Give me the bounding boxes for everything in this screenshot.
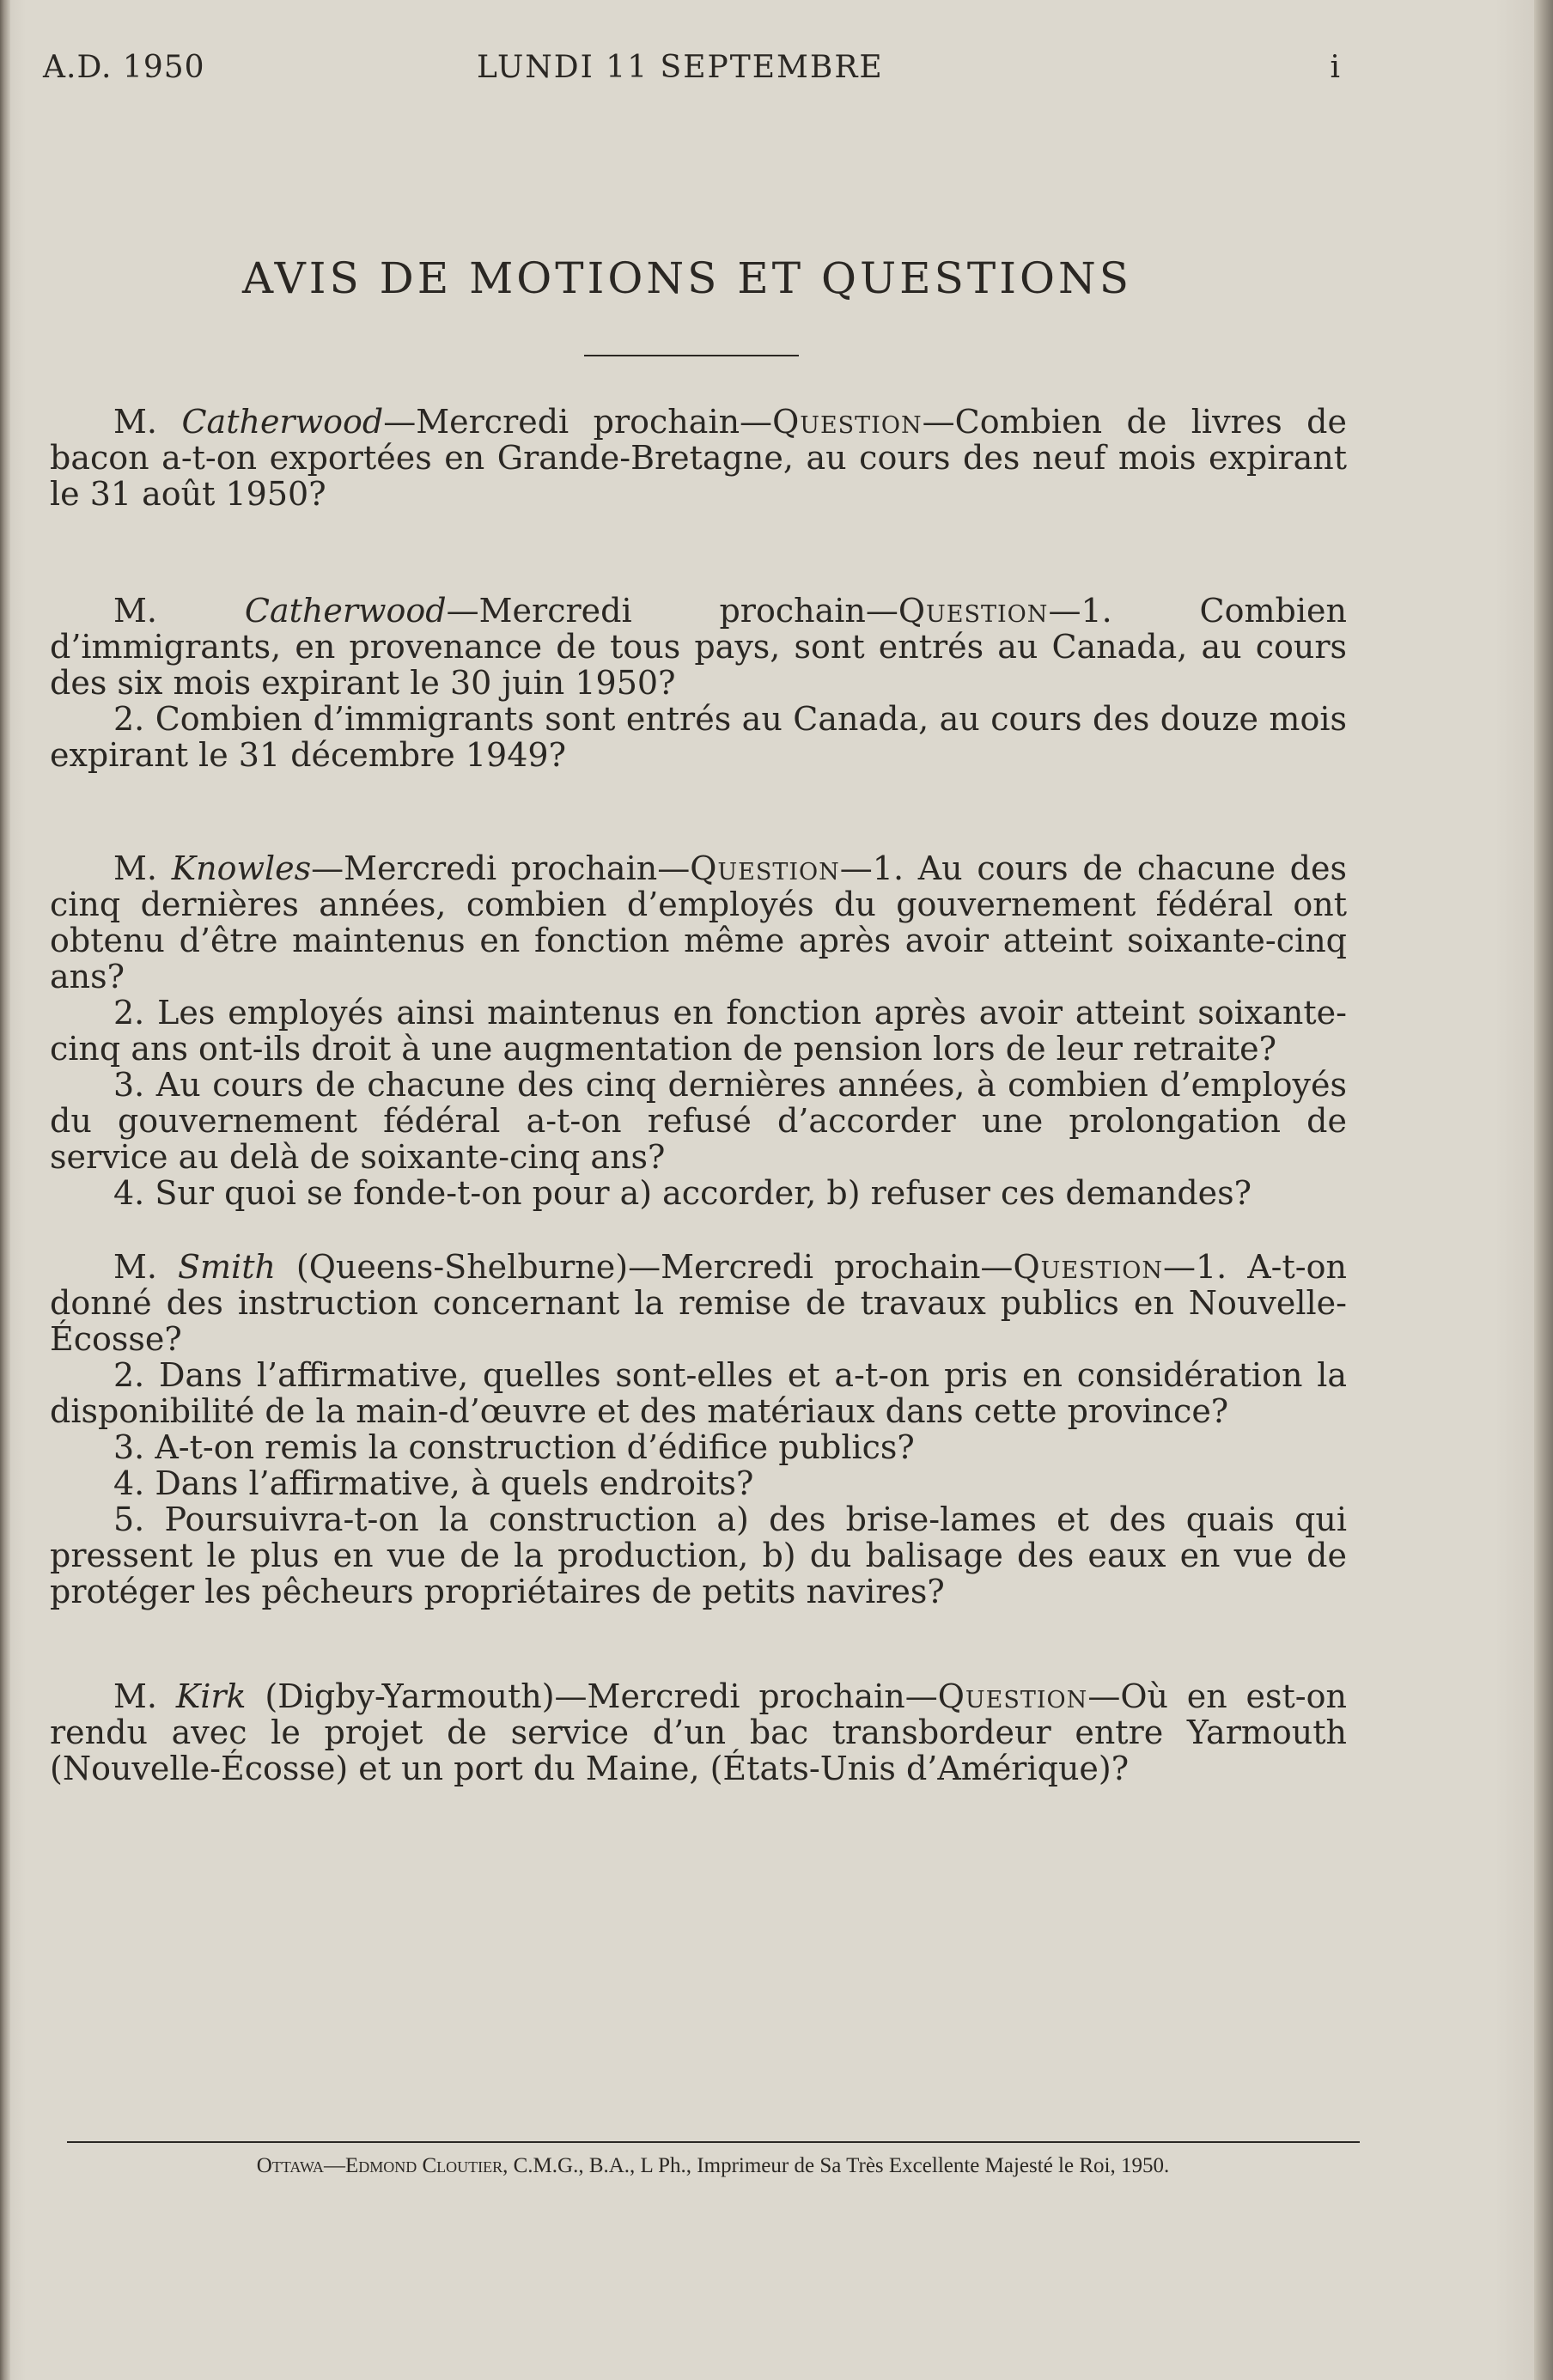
page-number: i [1330, 50, 1340, 85]
question-label: Question [937, 1677, 1088, 1715]
entry-kirk [50, 1678, 1347, 1787]
lead-text: —Mercredi prochain— [446, 592, 898, 630]
question-label: Question [690, 849, 840, 887]
entry-paragraph [50, 1678, 1347, 1787]
question-item: 2. Combien d’immigrants sont entrés au Canada, au cours des douze mois expirant le 31 décembre 1949? [50, 700, 1347, 774]
entry-catherwood-immigrants [50, 593, 1347, 773]
title-divider [584, 355, 799, 356]
question-item: 5. Poursuivra-t-on la construction a) des brise-lames et des quais qui pressent le plus en vue de la production, b) du balisage des eaux en vue de protéger les pêcheurs propriétaires de petits navires? [50, 1500, 1347, 1610]
question-text: —Combien de livres de bacon a-t-on exportées en Grande-Bretagne, au cours des neuf mois expirant le 31 août 1950? [50, 403, 1347, 513]
question-text: —1. Au cours de chacune des cinq dernières années, combien d’employés du gouvernement fédéral ont obtenu d’être maintenus en fonction même après avoir atteint soixante-cinq ans? [50, 849, 1347, 995]
question-item: 3. A-t-on remis la construction d’édifice publics? [113, 1428, 915, 1466]
question-text: —1. A-t-on donné des instruction concernant la remise de travaux publics en Nouvelle-Écosse? [50, 1248, 1347, 1358]
footer-divider [67, 2141, 1360, 2143]
running-head-date: LUNDI 11 SEPTEMBRE [477, 50, 884, 85]
binding-edge-left [0, 0, 10, 2380]
member-riding: (Digby-Yarmouth) [246, 1677, 555, 1715]
imprint-place: Ottawa [256, 2154, 324, 2177]
lead-text: —Mercredi prochain— [311, 849, 691, 887]
member-name: Kirk [175, 1677, 247, 1715]
entry-knowles [50, 850, 1347, 1211]
member-name: Catherwood [181, 403, 384, 441]
running-head-year: A.D. 1950 [43, 50, 205, 85]
lead-text: —Mercredi prochain— [383, 403, 773, 441]
member-title: M. [113, 849, 157, 887]
lead-text: —Mercredi prochain— [628, 1248, 1014, 1286]
question-item: 3. Au cours de chacune des cinq dernières années, à combien d’employés du gouvernement fédéral a-t-on refusé d’accorder une prolongation de service au delà de soixante-cinq ans? [50, 1066, 1347, 1176]
entry-smith [50, 1249, 1347, 1610]
entry-paragraph [50, 404, 1347, 512]
member-title: M. [113, 1677, 157, 1715]
question-item: 2. Dans l’affirmative, quelles sont-elles et a-t-on pris en considération la disponibilité de la main-d’œuvre et des matériaux dans cette province? [50, 1356, 1347, 1430]
question-item: 4. Dans l’affirmative, à quels endroits? [113, 1464, 754, 1502]
member-name: Knowles [171, 849, 312, 887]
member-name: Smith [177, 1248, 276, 1286]
entry-catherwood-bacon [50, 404, 1347, 512]
running-head [43, 50, 1340, 93]
question-label: Question [1013, 1248, 1163, 1286]
question-item: 4. Sur quoi se fonde-t-on pour a) accorder, b) refuser ces demandes? [113, 1174, 1252, 1212]
entry-paragraph [50, 850, 1347, 995]
lead-text: —Mercredi prochain— [554, 1677, 938, 1715]
question-label: Question [772, 403, 923, 441]
printer-imprint: Ottawa—Edmond Cloutier, C.M.G., B.A., L Ph., Imprimeur de Sa Très Excellente Majesté le Roi, 1950. [256, 2154, 1170, 2177]
imprint-details: , C.M.G., B.A., L Ph., Imprimeur de Sa Très Excellente Majesté le Roi, 1950. [502, 2154, 1170, 2177]
question-text: —1. Combien d’immigrants, en provenance de tous pays, sont entrés au Canada, au cours des six mois expirant le 30 juin 1950? [50, 592, 1347, 702]
member-name: Catherwood [244, 592, 447, 630]
page-title: AVIS DE MOTIONS ET QUESTIONS [242, 253, 1132, 303]
binding-edge-right [1534, 0, 1553, 2380]
entry-paragraph [50, 593, 1347, 701]
member-title: M. [113, 403, 157, 441]
imprint-printer: Edmond Cloutier [344, 2154, 503, 2177]
member-title: M. [113, 1248, 157, 1286]
question-label: Question [898, 592, 1049, 630]
entry-paragraph [50, 1249, 1347, 1357]
question-item: 2. Les employés ainsi maintenus en fonction après avoir atteint soixante-cinq ans ont-ils droit à une augmentation de pension lors de leur retraite? [50, 994, 1347, 1068]
question-text: —Où en est-on rendu avec le projet de service d’un bac transbordeur entre Yarmouth (Nouvelle-Écosse) et un port du Maine, (États-Unis d’Amérique)? [50, 1677, 1347, 1787]
member-riding: (Queens-Shelburne) [275, 1248, 629, 1286]
member-title: M. [113, 592, 157, 630]
